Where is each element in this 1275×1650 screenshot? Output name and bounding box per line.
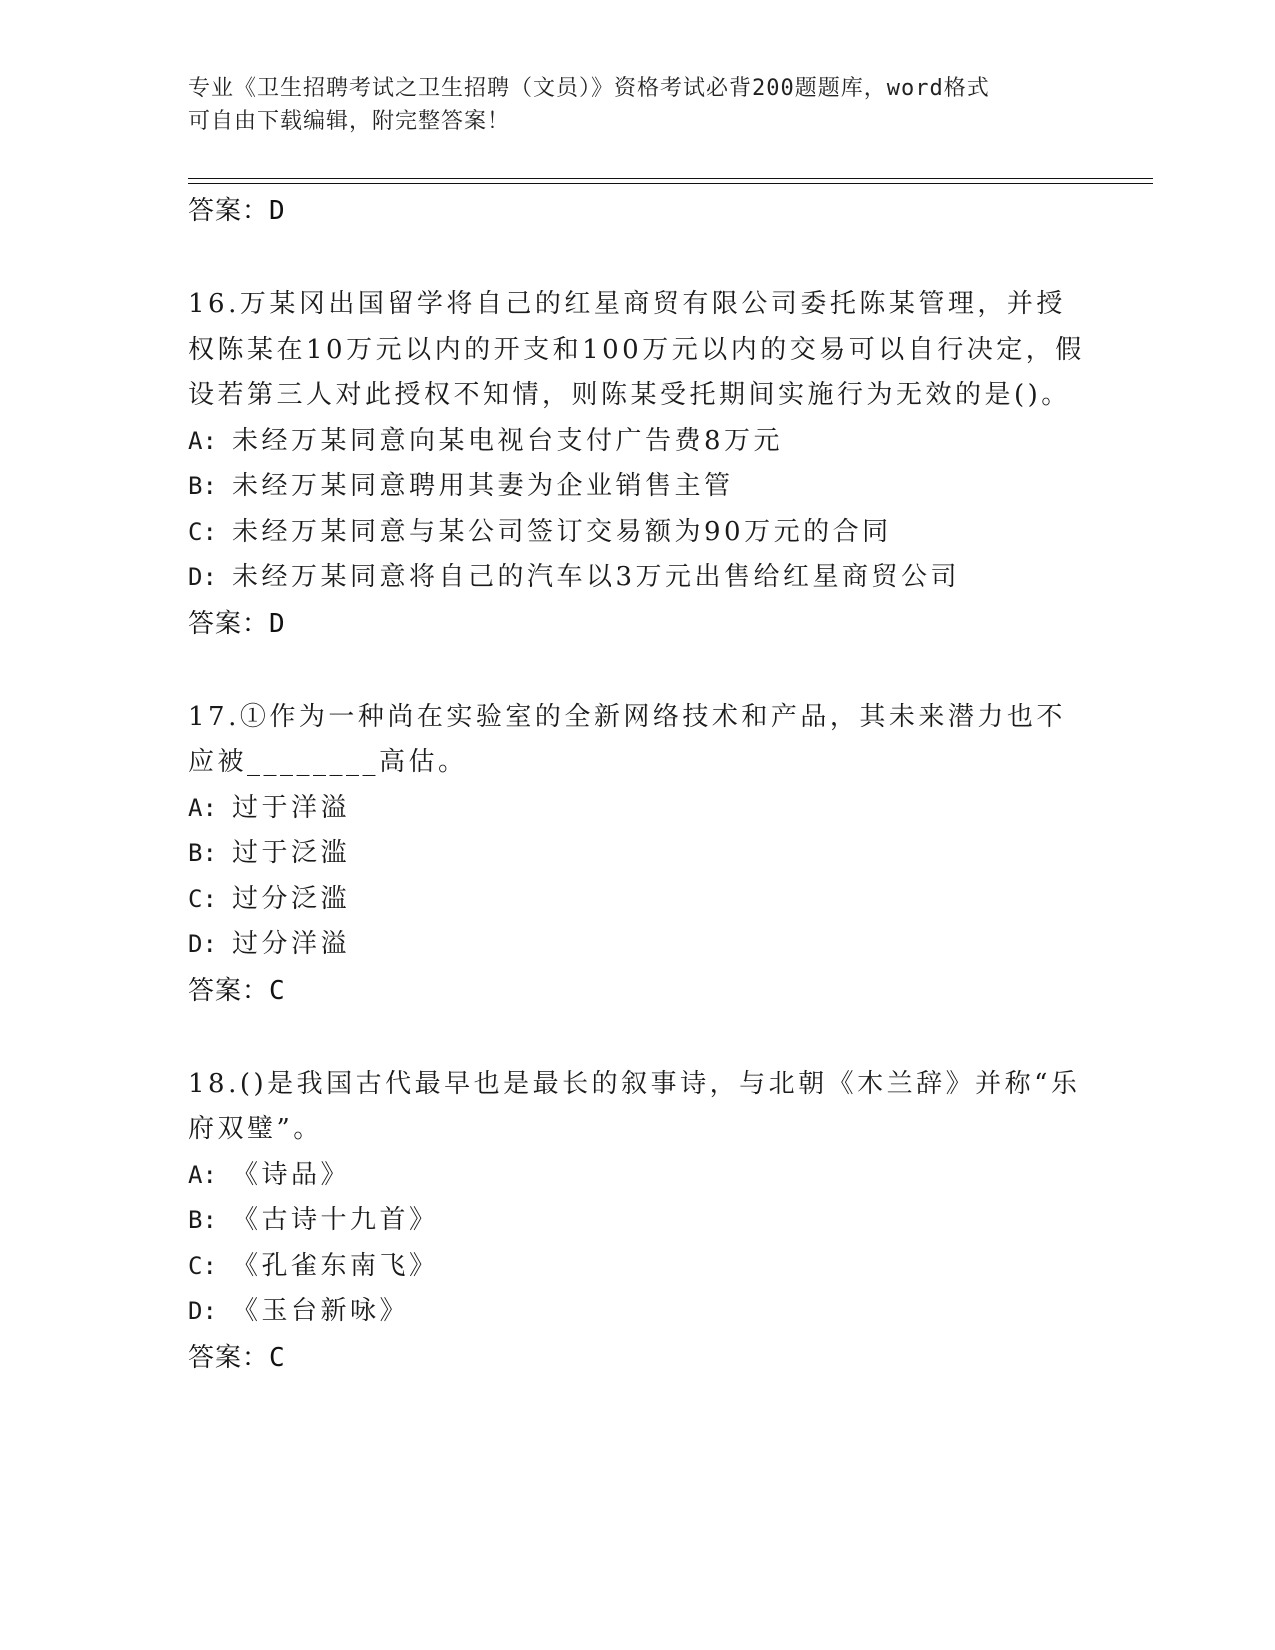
- option-text: 过于泛滥: [232, 838, 351, 868]
- header-line-1: 专业《卫生招聘考试之卫生招聘（文员）》资格考试必背200题题库，word格式: [188, 76, 990, 101]
- page-header: [188, 72, 1068, 138]
- question-list: [188, 188, 1088, 1381]
- option-text: 过分洋溢: [232, 929, 351, 959]
- option-text: 未经万某同意向某电视台支付广告费8万元: [232, 425, 784, 456]
- option-text: 《玉台新咏》: [232, 1296, 410, 1326]
- option-text: 《古诗十九首》: [232, 1205, 439, 1235]
- option-letter: B:: [188, 1206, 217, 1234]
- option-letter: D:: [188, 563, 217, 591]
- previous-answer: 答案：D: [188, 196, 286, 226]
- option-text: 未经万某同意聘用其妻为企业销售主管: [232, 471, 734, 501]
- option-letter: A:: [188, 1160, 217, 1189]
- answer-key: 答案：D: [188, 608, 286, 639]
- header-line-2: 可自由下载编辑，附完整答案！: [188, 109, 511, 134]
- option-c: [188, 877, 1088, 923]
- option-letter: A:: [188, 793, 217, 822]
- option-letter: A:: [188, 426, 217, 455]
- option-text: 过于洋溢: [232, 792, 351, 823]
- answer-key: 答案：C: [188, 1342, 286, 1373]
- option-letter: C:: [188, 884, 217, 913]
- question-17: [188, 695, 1088, 1014]
- option-d: [188, 555, 1088, 601]
- header-divider-second: [188, 183, 1153, 184]
- option-d: [188, 922, 1088, 968]
- option-b: [188, 831, 1088, 877]
- option-a: [188, 1153, 1088, 1199]
- answer-key: 答案：C: [188, 975, 286, 1006]
- option-a: [188, 419, 1088, 465]
- option-text: 过分泛滥: [232, 883, 351, 914]
- option-letter: B:: [188, 839, 217, 867]
- option-text: 未经万某同意将自己的汽车以3万元出售给红星商贸公司: [232, 562, 961, 592]
- option-d: [188, 1289, 1088, 1335]
- option-c: [188, 1244, 1088, 1290]
- option-letter: B:: [188, 472, 217, 500]
- option-letter: C:: [188, 1251, 217, 1280]
- option-letter: C:: [188, 517, 217, 546]
- option-b: [188, 464, 1088, 510]
- question-stem: 18.()是我国古代最早也是最长的叙事诗，与北朝《木兰辞》并称“乐府双璧”。: [188, 1068, 1081, 1144]
- question-stem: 16.万某冈出国留学将自己的红星商贸有限公司委托陈某管理，并授权陈某在10万元以内的开支和100万元以内的交易可以自行决定，假设若第三人对此授权不知情，则陈某受托期间实施行为无效的是()。: [188, 289, 1085, 410]
- option-c: [188, 510, 1088, 556]
- option-a: [188, 786, 1088, 832]
- question-stem: 17.①作为一种尚在实验室的全新网络技术和产品，其未来潜力也不应被________高估。: [188, 701, 1066, 777]
- option-text: 《孔雀东南飞》: [232, 1250, 439, 1281]
- option-letter: D:: [188, 930, 217, 958]
- option-text: 《诗品》: [232, 1159, 351, 1190]
- header-divider: [188, 178, 1153, 179]
- option-text: 未经万某同意与某公司签订交易额为90万元的合同: [232, 516, 892, 547]
- question-18: [188, 1062, 1088, 1381]
- option-b: [188, 1198, 1088, 1244]
- option-letter: D:: [188, 1297, 217, 1325]
- question-16: [188, 282, 1088, 647]
